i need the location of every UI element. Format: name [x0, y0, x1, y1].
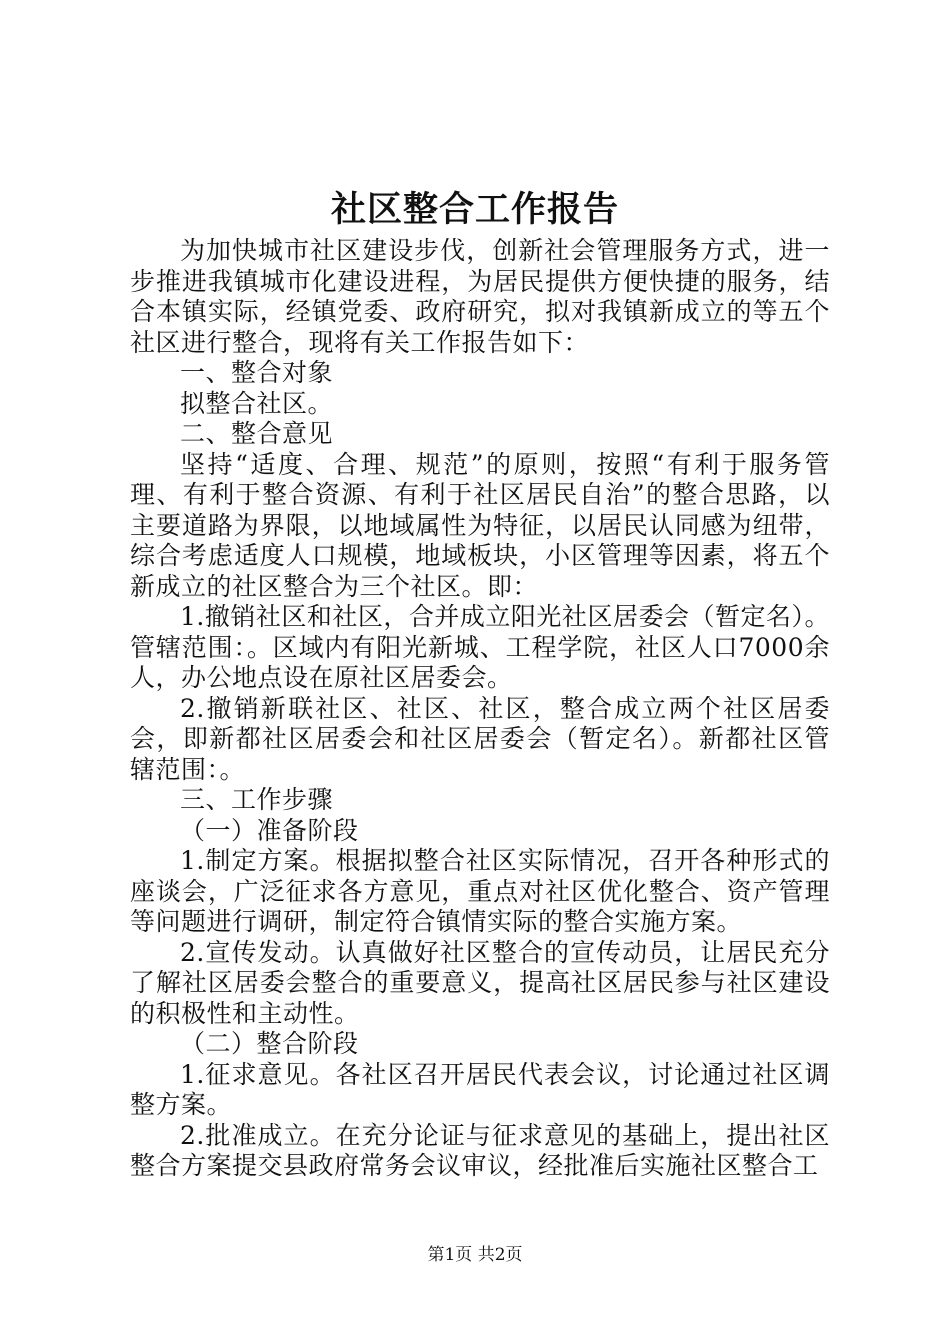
page-footer: 第1页 共2页	[427, 1245, 523, 1265]
paragraph-intro: 为加快城市社区建设步伐，创新社会管理服务方式，进一步推进我镇城市化建设进程，为居民提供方便快捷的服务，结合本镇实际，经镇党委、政府研究，拟对我镇新成立的等五个社区进行整合，现将有关工作报告如下：	[130, 236, 830, 357]
subheading: （二）整合阶段	[180, 1029, 359, 1058]
heading-section-2: 二、整合意见	[180, 419, 334, 448]
paragraph: 坚持“适度、合理、规范”的原则，按照“有利于服务管理、有利于整合资源、有利于社区居民自治”的整合思路，以主要道路为界限，以地域属性为特征，以居民认同感为纽带，综合考虑适度人口规模，地域板块，小区管理等因素，将五个新成立的社区整合为三个社区。即：	[130, 449, 830, 601]
heading-section-1: 一、整合对象	[180, 358, 334, 387]
subheading: （一）准备阶段	[180, 815, 359, 845]
paragraph: 1.制定方案。根据拟整合社区实际情况，召开各种形式的座谈会，广泛征求各方意见，重点对社区优化整合、资产管理等问题进行调研，制定符合镇情实际的整合实施方案。	[130, 846, 830, 936]
paragraph: 拟整合社区。	[180, 388, 334, 418]
document-body	[130, 236, 830, 1182]
paragraph: 2.宣传发动。认真做好社区整合的宣传动员，让居民充分了解社区居委会整合的重要意义，提高社区居民参与社区建设的积极性和主动性。	[130, 937, 830, 1028]
page-title: 社区整合工作报告	[330, 189, 619, 230]
paragraph: 2.撤销新联社区、社区、社区，整合成立两个社区居委会，即新都社区居委会和社区居委会（暂定名）。新都社区管辖范围：。	[130, 693, 830, 784]
paragraph: 2.批准成立。在充分论证与征求意见的基础上，提出社区整合方案提交县政府常务会议审议，经批准后实施社区整合工	[130, 1120, 830, 1180]
paragraph: 1.撤销社区和社区，合并成立阳光社区居委会（暂定名）。管辖范围：。区域内有阳光新城、工程学院，社区人口7000余人，办公地点设在原社区居委会。	[130, 602, 830, 692]
heading-section-3: 三、工作步骤	[180, 785, 334, 814]
paragraph: 1.征求意见。各社区召开居民代表会议，讨论通过社区调整方案。	[130, 1059, 830, 1119]
